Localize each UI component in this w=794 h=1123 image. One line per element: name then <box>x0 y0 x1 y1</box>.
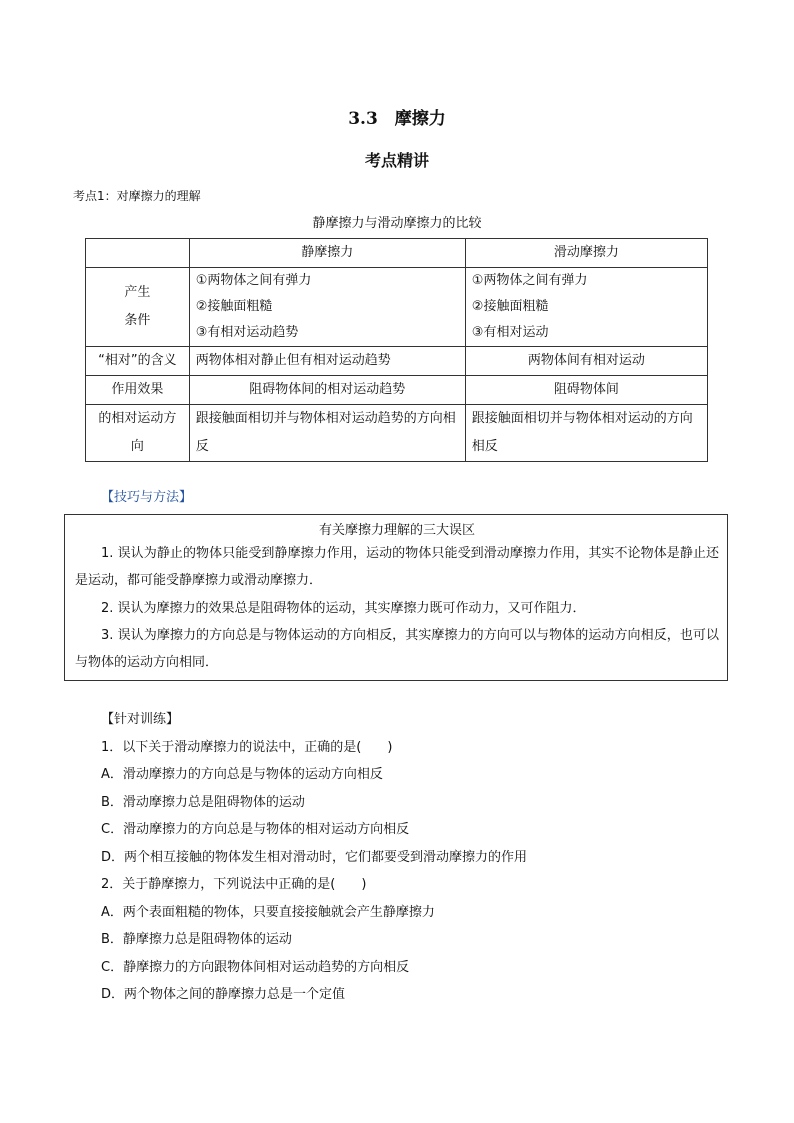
condition-item: ③有相对运动趋势 <box>195 325 299 340</box>
kaodian-heading: 考点1：对摩擦力的理解 <box>73 189 201 203</box>
condition-item: ①两物体之间有弹力 <box>471 273 588 288</box>
q2-option-b: B．静摩擦力总是阻碍物体的运动 <box>101 932 292 947</box>
sliding-effect-cell: 阻碍物体间 <box>465 376 707 405</box>
row-label-direction: 的相对运动方向 <box>86 405 190 462</box>
q2-option-d: D．两个物体之间的静摩擦力总是一个定值 <box>101 987 346 1002</box>
table-row <box>86 268 708 347</box>
condition-item: ②接触面粗糙 <box>471 299 549 314</box>
q1-option-c: C．滑动摩擦力的方向总是与物体的相对运动方向相反 <box>101 822 410 837</box>
question-1: 1．以下关于滑动摩擦力的说法中，正确的是( ) <box>101 740 393 755</box>
practice-heading: 【针对训练】 <box>101 712 180 727</box>
q1-option-d: D．两个相互接触的物体发生相对滑动时，它们都要受到滑动摩擦力的作用 <box>101 850 528 865</box>
table-row <box>86 376 708 405</box>
table-row <box>86 405 708 462</box>
static-conditions-cell <box>189 268 465 347</box>
sliding-direction-cell: 跟接触面相切并与物体相对运动的方向相反 <box>465 405 707 462</box>
header-sliding: 滑动摩擦力 <box>465 239 707 268</box>
sliding-meaning-cell: 两物体间有相对运动 <box>465 347 707 376</box>
page-title: 3.3 摩擦力 <box>348 109 446 129</box>
misconception-item: 2. 误认为摩擦力的效果总是阻碍物体的运动，其实摩擦力既可作动力，又可作阻力． <box>101 601 586 616</box>
sliding-conditions-cell <box>465 268 707 347</box>
static-direction-cell: 跟接触面相切并与物体相对运动趋势的方向相反 <box>189 405 465 462</box>
row-label-line: 产生 <box>124 285 151 300</box>
table-header-row <box>86 239 708 268</box>
question-2: 2．关于静摩擦力，下列说法中正确的是( ) <box>101 877 367 892</box>
header-static: 静摩擦力 <box>189 239 465 268</box>
comparison-table <box>85 238 708 462</box>
corner-cell <box>86 239 190 268</box>
q2-option-c: C．静摩擦力的方向跟物体间相对运动趋势的方向相反 <box>101 960 410 975</box>
row-label-conditions <box>86 268 190 347</box>
row-label-line: 条件 <box>124 313 151 328</box>
static-effect-cell: 阻碍物体间的相对运动趋势 <box>189 376 465 405</box>
misconception-item: 3. 误认为摩擦力的方向总是与物体运动的方向相反，其实摩擦力的方向可以与物体的运动方向相反，也可以与物体的运动方向相同． <box>75 628 719 670</box>
static-meaning-cell: 两物体相对静止但有相对运动趋势 <box>189 347 465 376</box>
table-caption: 静摩擦力与滑动摩擦力的比较 <box>312 216 482 231</box>
condition-item: ②接触面粗糙 <box>195 299 273 314</box>
row-label-meaning: “相对”的含义 <box>86 347 190 376</box>
table-row <box>86 347 708 376</box>
condition-item: ①两物体之间有弹力 <box>195 273 312 288</box>
box-title: 有关摩擦力理解的三大误区 <box>318 523 475 538</box>
row-label-effect: 作用效果 <box>86 376 190 405</box>
q1-option-a: A．滑动摩擦力的方向总是与物体的运动方向相反 <box>101 767 383 782</box>
q1-option-b: B．滑动摩擦力总是阻碍物体的运动 <box>101 795 305 810</box>
condition-item: ③有相对运动 <box>471 325 549 340</box>
misconception-item: 1. 误认为静止的物体只能受到静摩擦力作用，运动的物体只能受到滑动摩擦力作用，其实不论物体是静止还是运动，都可能受静摩擦力或滑动摩擦力． <box>75 546 719 588</box>
q2-option-a: A．两个表面粗糙的物体，只要直接接触就会产生静摩擦力 <box>101 905 435 920</box>
tips-heading: 【技巧与方法】 <box>101 490 193 505</box>
page-subtitle: 考点精讲 <box>364 151 429 170</box>
misconceptions-box <box>64 514 728 681</box>
